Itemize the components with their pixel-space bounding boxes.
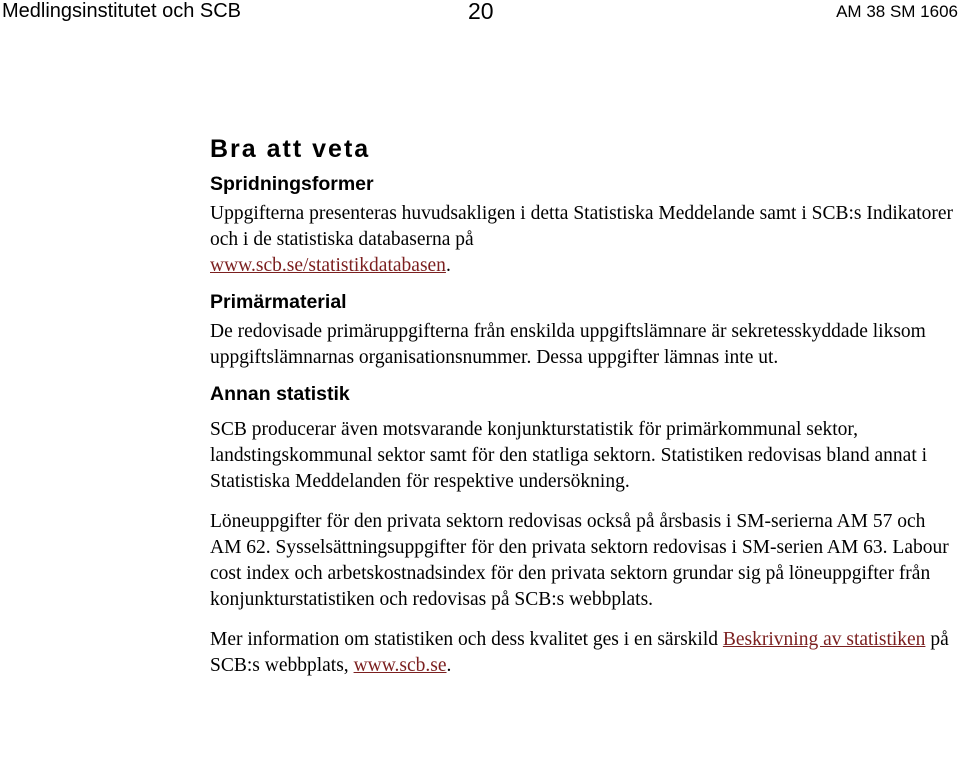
paragraph-annan-3 [210, 627, 955, 679]
paragraph-text: Uppgifterna presenteras huvudsakligen i detta Statistiska Meddelande samt i SCB:s Indikatorer och i de statistiska databaserna på [210, 203, 953, 250]
document-body [210, 132, 955, 679]
paragraph-annan-2: Löneuppgifter för den privata sektorn redovisas också på årsbasis i SM-serierna AM 57 och AM 62. Sysselsättningsuppgifter för den privata sektorn redovisas i SM-serien AM 63. Labour cost index och arbetskostnadsindex för den privata sektorn grundar sig på löneuppgifter från konjunkturstatistiken och redovisas på SCB:s webbplats. [210, 511, 949, 610]
punctuation: . [446, 655, 452, 676]
database-link[interactable]: www.scb.se/statistikdatabasen [210, 255, 446, 276]
section-heading-spridning: Spridningsformer [210, 173, 374, 195]
paragraph-text: på SCB:s webbplats, [210, 629, 949, 676]
page-header [0, 0, 960, 28]
header-series: AM 38 SM 1606 [836, 2, 958, 21]
page-number: 20 [468, 0, 494, 24]
paragraph-text: Mer information om statistiken och dess kvalitet ges i en särskild [210, 629, 718, 650]
section-heading-primarmaterial: Primärmaterial [210, 291, 347, 313]
paragraph-primarmaterial: De redovisade primäruppgifterna från enskilda uppgiftslämnare är sekretesskyddade liksom uppgiftslämnarnas organisationsnummer. Dessa uppgifter lämnas inte ut. [210, 321, 926, 368]
paragraph-annan-1: SCB producerar även motsvarande konjunkturstatistik för primärkommunal sektor, landstingskommunal sektor samt för den statliga sektorn. Statistiken redovisas bland annat i Statistiska Meddelanden för respektive undersökning. [210, 419, 928, 492]
header-org: Medlingsinstitutet och SCB [2, 0, 242, 22]
scb-website-link[interactable]: www.scb.se [353, 655, 447, 676]
page-title: Bra att veta [210, 135, 371, 163]
section-heading-annan-statistik: Annan statistik [210, 383, 350, 405]
beskrivning-link[interactable]: Beskrivning av statistiken [722, 629, 926, 650]
paragraph-spridning [210, 201, 955, 279]
punctuation: . [445, 255, 451, 276]
